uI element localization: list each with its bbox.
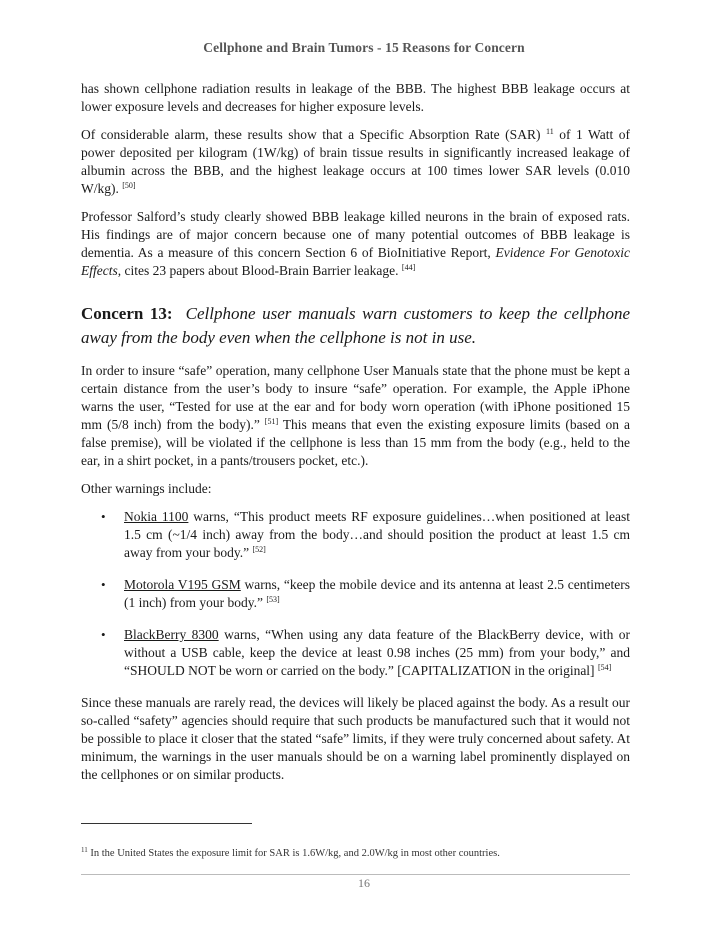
paragraph-sar-alarm <box>81 126 630 198</box>
paragraph-text: In order to insure “safe” operation, many cellphone User Manuals state that the phone must be kept a certain distance from the user’s body to insure “safe” operation. For example, the Apple iPhone warns the user, “Tested for use at the ear and for body worn operation (with iPhone positioned 15 mm (5/8 inch) from the body).” <box>81 363 630 432</box>
paragraph-safe-operation <box>81 362 630 470</box>
paragraph-text: of 1 Watt of power deposited per kilogram (1W/kg) of brain tissue results in significantly increased leakage of albumin across the BBB, and the highest leakage occurs at 100 times lower SAR levels (0.010 W/kg). <box>81 127 630 196</box>
citation-ref: [50] <box>122 181 136 190</box>
citation-ref: [54] <box>597 663 612 672</box>
page-content <box>81 80 630 794</box>
concern-heading <box>81 302 630 350</box>
warnings-list <box>81 508 630 680</box>
paragraph-text: Professor Salford’s study clearly showed BBB leakage killed neurons in the brain of exposed rats. His findings are of major concern because one of many potential outcomes of BBB leakage is dementia. As a measure of this concern Section 6 of BioInitiative Report, <box>81 209 630 260</box>
list-item <box>81 626 630 680</box>
device-name: Motorola V195 GSM <box>124 577 241 592</box>
warning-text: warns, “When using any data feature of the BlackBerry device, with or without a USB cable, keep the device at least 0.98 inches (25 mm) from your body,” and “SHOULD NOT be worn or carried on the body.” [CAPITALIZATION in the original] <box>124 627 630 678</box>
citation-ref: [52] <box>252 545 266 554</box>
device-name: Nokia 1100 <box>124 509 189 524</box>
paragraph-text: , cites 23 papers about Blood-Brain Barrier leakage. <box>117 263 402 278</box>
footnote-ref: 11 <box>545 127 554 136</box>
running-header: Cellphone and Brain Tumors - 15 Reasons for Concern <box>203 40 525 55</box>
device-name: BlackBerry 8300 <box>124 627 219 642</box>
warning-text: warns, “This product meets RF exposure guidelines…when positioned at least 1.5 cm (~1/4 inch) away from the body…and should position the product at least 1.5 cm away from your body.” <box>124 509 630 560</box>
bullet-icon: • <box>101 627 106 642</box>
footnote <box>81 848 641 859</box>
bullet-icon: • <box>101 577 106 592</box>
paragraph-text: Of considerable alarm, these results show that a Specific Absorption Rate (SAR) <box>81 127 546 142</box>
warning-text: warns, “keep the mobile device and its antenna at least 2.5 centimeters (1 inch) from your body.” <box>124 577 630 610</box>
concern-label: Concern 13: <box>81 304 173 323</box>
footnote-text: In the United States the exposure limit for SAR is 1.6W/kg, and 2.0W/kg in most other countries. <box>87 848 500 859</box>
list-item <box>81 576 630 612</box>
paragraph-text: This means that even the existing exposure limits (based on a false premise), will be violated if the cellphone is less than 15 mm from the body (e.g., held to the ear, in a shirt pocket, in a pants/trousers pocket, etc.). <box>81 417 630 468</box>
citation-ref: [44] <box>401 263 416 272</box>
concern-title: Cellphone user manuals warn customers to keep the cellphone away from the body even when the cellphone is not in use. <box>81 304 631 347</box>
list-item <box>81 508 630 562</box>
page-number: 16 <box>358 876 370 890</box>
citation-ref: [51] <box>264 417 279 426</box>
bullet-icon: • <box>101 509 106 524</box>
citation-ref: [53] <box>266 595 280 604</box>
paragraph-other-warnings: Other warnings include: <box>81 481 212 496</box>
paragraph-closing: Since these manuals are rarely read, the devices will likely be placed against the body. As a result our so-called “safety” agencies should require that such products be manufactured such that it would not be possible to place it closer that the stated “safe” limits, if they were truly concerned about safety. At minimum, the warnings in the user manuals should be on a warning label prominently displayed on the cellphones or on similar products. <box>81 695 630 782</box>
page-divider <box>81 874 630 875</box>
footnote-divider <box>81 823 252 824</box>
paragraph-bbb-leakage: has shown cellphone radiation results in leakage of the BBB. The highest BBB leakage occurs at lower exposure levels and decreases for higher exposure levels. <box>81 81 630 114</box>
footnote-number: 11 <box>81 846 88 854</box>
paragraph-salford <box>81 208 630 280</box>
report-section-title: Evidence For Genotoxic Effects <box>81 245 630 278</box>
